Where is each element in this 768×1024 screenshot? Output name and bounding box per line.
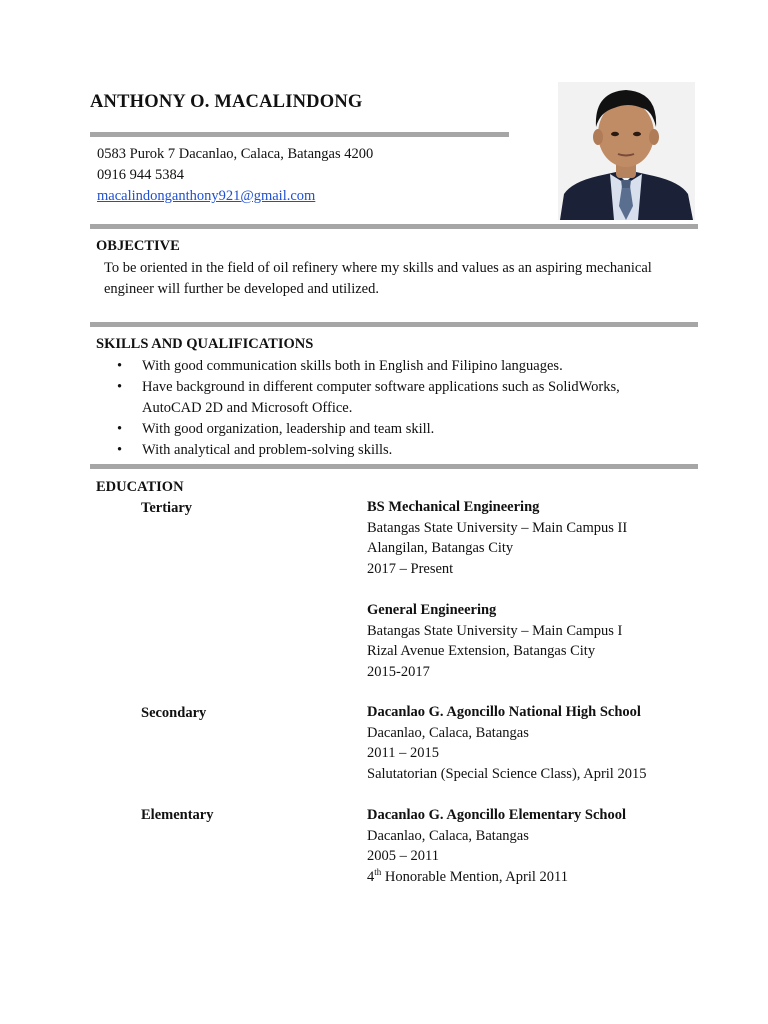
- secondary-entry: [367, 702, 646, 784]
- portrait-illustration: [558, 82, 695, 220]
- school-name: Batangas State University – Main Campus I: [367, 622, 623, 639]
- bullet-icon: •: [117, 358, 123, 374]
- skill-item: • With good organization, leadership and team skill.: [97, 419, 697, 440]
- phone-text: 0916 944 5384: [97, 167, 184, 183]
- school-location: Alangilan, Batangas City: [367, 540, 514, 556]
- education-heading: EDUCATION: [96, 479, 184, 495]
- section-divider-education: [90, 464, 698, 469]
- objective-heading: OBJECTIVE: [96, 238, 180, 254]
- objective-line-2: engineer will further be developed and utilized.: [104, 281, 379, 297]
- skill-item: • With good communication skills both in English and Filipino languages.: [97, 356, 697, 377]
- bullet-icon: •: [117, 442, 123, 458]
- address-text: 0583 Purok 7 Dacanlao, Calaca, Batangas 4200: [97, 146, 374, 162]
- skills-list: [97, 356, 697, 461]
- bullet-icon: •: [117, 379, 123, 395]
- school-location: Rizal Avenue Extension, Batangas City: [367, 643, 596, 659]
- email-link[interactable]: macalindonganthony921@gmail.com: [97, 188, 316, 204]
- bullet-icon: •: [117, 421, 123, 437]
- school-honor: 4th Honorable Mention, April 2011: [367, 866, 568, 885]
- skill-item: • With analytical and problem-solving skills.: [97, 440, 697, 461]
- objective-line-1: To be oriented in the field of oil refinery where my skills and values as an aspiring mechanical: [104, 260, 652, 276]
- school-location: Dacanlao, Calaca, Batangas: [367, 827, 529, 844]
- elementary-label: Elementary: [141, 807, 214, 823]
- skills-heading: SKILLS AND QUALIFICATIONS: [96, 336, 314, 352]
- school-name: Batangas State University – Main Campus II: [367, 519, 628, 536]
- secondary-label: Secondary: [141, 705, 207, 721]
- skill-item: • Have background in different computer software applications such as SolidWorks,: [97, 377, 697, 398]
- section-divider-skills: [90, 322, 698, 327]
- school-years: 2011 – 2015: [367, 745, 439, 761]
- school-years: 2005 – 2011: [367, 848, 439, 864]
- school-years: 2015-2017: [367, 663, 430, 680]
- objective-text: [104, 258, 652, 300]
- portrait-photo: [558, 82, 695, 220]
- degree-title: General Engineering: [367, 602, 497, 618]
- tertiary-label: Tertiary: [141, 500, 193, 516]
- skill-item-continuation: AutoCAD 2D and Microsoft Office.: [142, 400, 353, 416]
- tertiary-entry-2: [367, 600, 622, 682]
- school-honor: Salutatorian (Special Science Class), April 2015: [367, 765, 647, 782]
- header-divider: [90, 132, 509, 137]
- section-divider-objective: [90, 224, 698, 229]
- applicant-name: ANTHONY O. MACALINDONG: [90, 92, 363, 112]
- degree-title: BS Mechanical Engineering: [367, 499, 540, 515]
- tertiary-entry-1: [367, 497, 627, 579]
- school-location: Dacanlao, Calaca, Batangas: [367, 724, 529, 741]
- school-title: Dacanlao G. Agoncillo Elementary School: [367, 807, 626, 823]
- elementary-entry: [367, 805, 626, 887]
- contact-block: [97, 144, 373, 207]
- school-years: 2017 – Present: [367, 560, 454, 577]
- school-title: Dacanlao G. Agoncillo National High School: [367, 704, 641, 720]
